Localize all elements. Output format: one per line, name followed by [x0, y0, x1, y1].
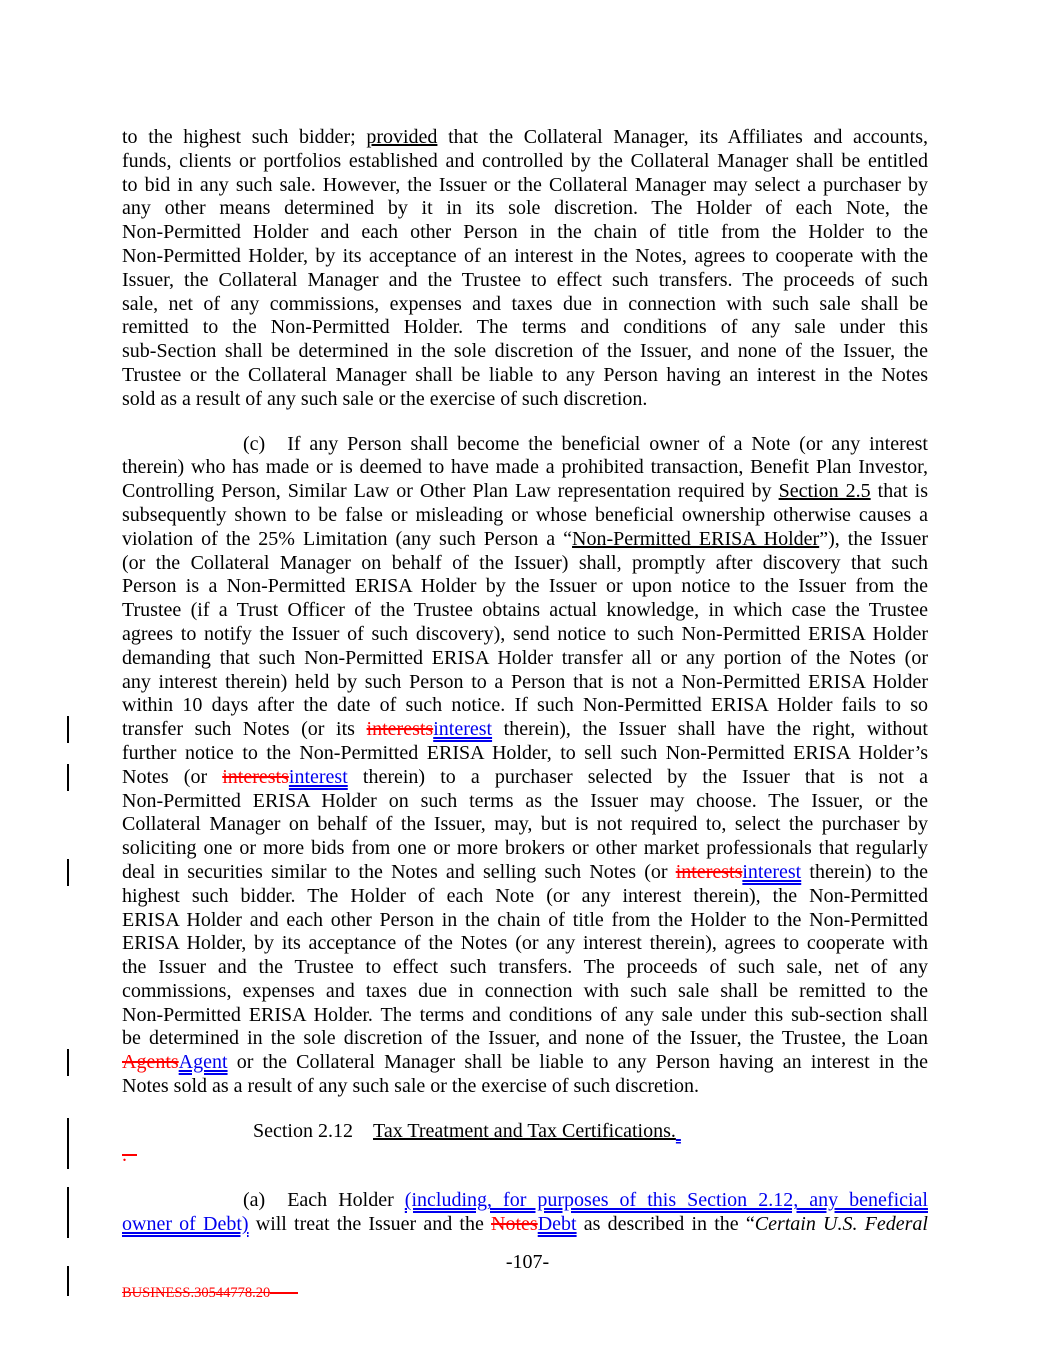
text-run: (a): [243, 1189, 266, 1212]
text-line: [122, 932, 928, 956]
text-run: therein), the Issuer shall have the right, without: [492, 718, 928, 741]
deleted-text: interests: [222, 765, 289, 788]
text-run: Non-Permitted ERISA Holder. The terms and conditions of any sale under this sub-section shall: [122, 1003, 928, 1026]
footer-doc-id: [122, 1284, 270, 1302]
deleted-text: Agents: [122, 1051, 179, 1074]
text-run: ”), the Issuer: [819, 527, 929, 550]
inserted-text: owner of Debt): [122, 1213, 249, 1236]
text-line: [122, 456, 928, 480]
text-line: [122, 480, 928, 504]
text-line-changed: [122, 1144, 928, 1168]
deleted-text: Notes: [491, 1213, 538, 1236]
text-run: soliciting one or more bids from one or more brokers or other market professionals that regularly: [122, 837, 928, 860]
text-run: any interest therein) held by such Person to a Person that is not a Non-Permitted ERISA Holder: [122, 670, 928, 693]
underlined-text: Tax Treatment and Tax Certifications.: [373, 1119, 676, 1142]
text-run: agrees to notify the Issuer of such discovery), send notice to such Non-Permitted ERISA Holder: [122, 622, 928, 645]
text-line: [122, 980, 928, 1004]
text-run: commissions, expenses and taxes due in connection with such sale shall be remitted to the: [122, 979, 928, 1002]
text-line: [122, 293, 928, 317]
text-line: [122, 174, 928, 198]
text-line: [122, 433, 928, 457]
underlined-text: provided: [366, 126, 438, 148]
text-run: subsequently shown to be false or misleading or whose beneficial ownership otherwise causes a: [122, 503, 928, 526]
text-run: (c): [243, 432, 266, 455]
text-run: that is: [870, 480, 929, 503]
text-line: [122, 528, 928, 552]
inserted-text: interest: [742, 860, 802, 883]
text-line: [122, 552, 928, 576]
text-line: [122, 647, 928, 671]
text-run: violation of the 25% Limitation (any such Person a “: [122, 527, 573, 550]
text-line: [122, 150, 928, 174]
change-bar: [67, 1266, 69, 1296]
text-line: [122, 221, 928, 245]
text-line: [122, 837, 928, 861]
text-run: Non-Permitted Holder and each other Person in the chain of title from the Holder to the: [122, 221, 928, 244]
text-run: Collateral Manager on behalf of the Issuer, may, but is not required to, select the purchaser by: [122, 813, 928, 836]
page-number: -107-: [505, 1251, 550, 1273]
text-line: [122, 813, 928, 837]
text-run: Person is a Non-Permitted ERISA Holder by the Issuer or upon notice to the Issuer from the: [122, 575, 928, 598]
paragraph-a: [122, 1189, 928, 1237]
text-line: [122, 504, 928, 528]
text-line: [122, 316, 928, 340]
text-run: to the highest such bidder;: [122, 126, 367, 148]
text-run: therein) to the: [801, 860, 928, 883]
text-run: therein) who has made or is deemed to have made a prohibited transaction, Benefit Plan Investor,: [122, 456, 928, 479]
italic-text: Certain U.S. Federal: [754, 1213, 928, 1236]
text-run: ERISA Holder, by its acceptance of the Notes (or any interest therein), agrees to cooperate with: [122, 932, 928, 955]
deleted-text: interests: [366, 718, 434, 741]
text-line: [122, 909, 928, 933]
text-run: or the Collateral Manager shall be liable to any Person having an interest in the: [227, 1051, 928, 1074]
text-run: demanding that such Non-Permitted ERISA Holder transfer all or any portion of the Notes (or: [122, 646, 928, 669]
text-run: (or the Collateral Manager on behalf of the Issuer) shall, promptly after discovery that such: [122, 551, 928, 574]
text-run: sold as a result of any such sale or the exercise of such discretion.: [122, 387, 648, 410]
text-run: Issuer, the Collateral Manager and the Trustee to effect such transfers. The proceeds of such: [122, 268, 928, 291]
deleted-paragraph-mark: [122, 1144, 928, 1168]
text-line: [122, 245, 928, 269]
text-line-changed: [122, 1120, 928, 1144]
text-run: Trustee or the Collateral Manager shall be liable to any Person having an interest in the Notes: [122, 363, 928, 386]
text-run: funds, clients or portfolios established and controlled by the Collateral Manager shall be entitled: [122, 149, 928, 172]
text-line: [122, 623, 928, 647]
text-run: that the Collateral Manager, its Affiliates and accounts,: [437, 126, 928, 148]
text-line-changed: [122, 1051, 928, 1075]
inserted-text: Debt: [537, 1213, 577, 1236]
text-line-changed: [122, 1213, 928, 1237]
text-run: deal in securities similar to the Notes and selling such Notes (or: [122, 860, 676, 883]
text-line: [122, 790, 928, 814]
document-body: [122, 126, 928, 1237]
underlined-text: Section 2.5: [778, 480, 871, 503]
text-line: [122, 694, 928, 718]
text-line: [122, 269, 928, 293]
text-line: [122, 364, 928, 388]
text-run: any other means determined by it in its sole discretion. The Holder of each Note, the: [122, 197, 928, 220]
text-run: to bid in any such sale. However, the Issuer or the Collateral Manager may select a purchaser by: [122, 173, 928, 196]
text-run: Section 2.12: [253, 1119, 353, 1142]
section-2-12-heading: [122, 1120, 928, 1144]
text-run: ERISA Holder and each other Person in the chain of title from the Holder to the Non-Permitted: [122, 908, 928, 931]
text-run: the Issuer and the Trustee to effect such transfers. The proceeds of such sale, net of any: [122, 956, 928, 979]
text-run: be determined in the sole discretion of the Issuer, and none of the Issuer, the Trustee, the Loan: [122, 1027, 928, 1050]
text-run: remitted to the Non-Permitted Holder. The terms and conditions of any sale under this: [122, 316, 928, 339]
text-run: Non-Permitted Holder, by its acceptance of an interest in the Notes, agrees to cooperate with the: [122, 244, 928, 267]
text-line: [122, 599, 928, 623]
text-run: sale, net of any commissions, expenses and taxes due in connection with such sale shall be: [122, 292, 928, 315]
text-run: will treat the Issuer and the: [248, 1213, 492, 1236]
inserted-text: (including, for purposes of this Section 2.12, any beneficial: [404, 1189, 928, 1212]
text-run: Trustee (if a Trust Officer of the Trustee obtains actual knowledge, in which case the Trustee: [122, 599, 928, 622]
text-run: further notice to the Non-Permitted ERISA Holder, to sell such Non-Permitted ERISA Holder’s: [122, 741, 928, 764]
text-line: [122, 197, 928, 221]
text-line: [122, 1004, 928, 1028]
text-line-changed: [122, 861, 928, 885]
text-run: highest such bidder. The Holder of each Note (or any interest therein), the Non-Permitted: [122, 884, 928, 907]
inserted-text: interest: [288, 765, 348, 788]
text-line: [122, 671, 928, 695]
text-line: [122, 1075, 928, 1099]
deleted-text: interests: [675, 860, 743, 883]
text-run: Notes sold as a result of any such sale or the exercise of such discretion.: [122, 1075, 700, 1098]
deleted-doc-id-text: BUSINESS.30544778.20: [122, 1285, 271, 1301]
paragraph-c: [122, 433, 928, 1099]
text-line: [122, 1027, 928, 1051]
text-run: as described in the “: [576, 1213, 755, 1236]
text-run: Notes (or: [122, 765, 223, 788]
text-line: [122, 885, 928, 909]
text-line: [122, 340, 928, 364]
text-line: [122, 126, 928, 150]
text-line: [122, 956, 928, 980]
text-run: therein) to a purchaser selected by the Issuer that is not a: [347, 765, 928, 788]
text-run: Controlling Person, Similar Law or Other Plan Law representation required by: [122, 480, 779, 503]
text-run: Each Holder: [287, 1189, 405, 1212]
text-run: If any Person shall become the beneficial owner of a Note (or any interest: [287, 432, 928, 455]
text-line-changed: [122, 718, 928, 742]
strikethrough-tail: [270, 1292, 298, 1294]
inserted-text: Agent: [178, 1051, 228, 1074]
inserted-text: interest: [433, 718, 493, 741]
text-run: within 10 days after the date of such notice. If such Non-Permitted ERISA Holder fails to so: [122, 694, 928, 717]
paragraph-continuation: [122, 126, 928, 412]
deleted-text: .: [122, 1143, 137, 1166]
text-run: sub-Section shall be determined in the sole discretion of the Issuer, and none of the Issuer, the: [122, 340, 928, 363]
inserted-text: [676, 1120, 681, 1142]
text-line-changed: [122, 1189, 928, 1213]
text-line: [122, 388, 928, 412]
text-line: [122, 575, 928, 599]
text-line: [122, 742, 928, 766]
text-run: Non-Permitted ERISA Holder on such terms as the Issuer may choose. The Issuer, or the: [122, 789, 928, 812]
underlined-text: Non-Permitted ERISA Holder: [572, 527, 820, 550]
text-run: transfer such Notes (or its: [122, 718, 367, 741]
text-line-changed: [122, 766, 928, 790]
